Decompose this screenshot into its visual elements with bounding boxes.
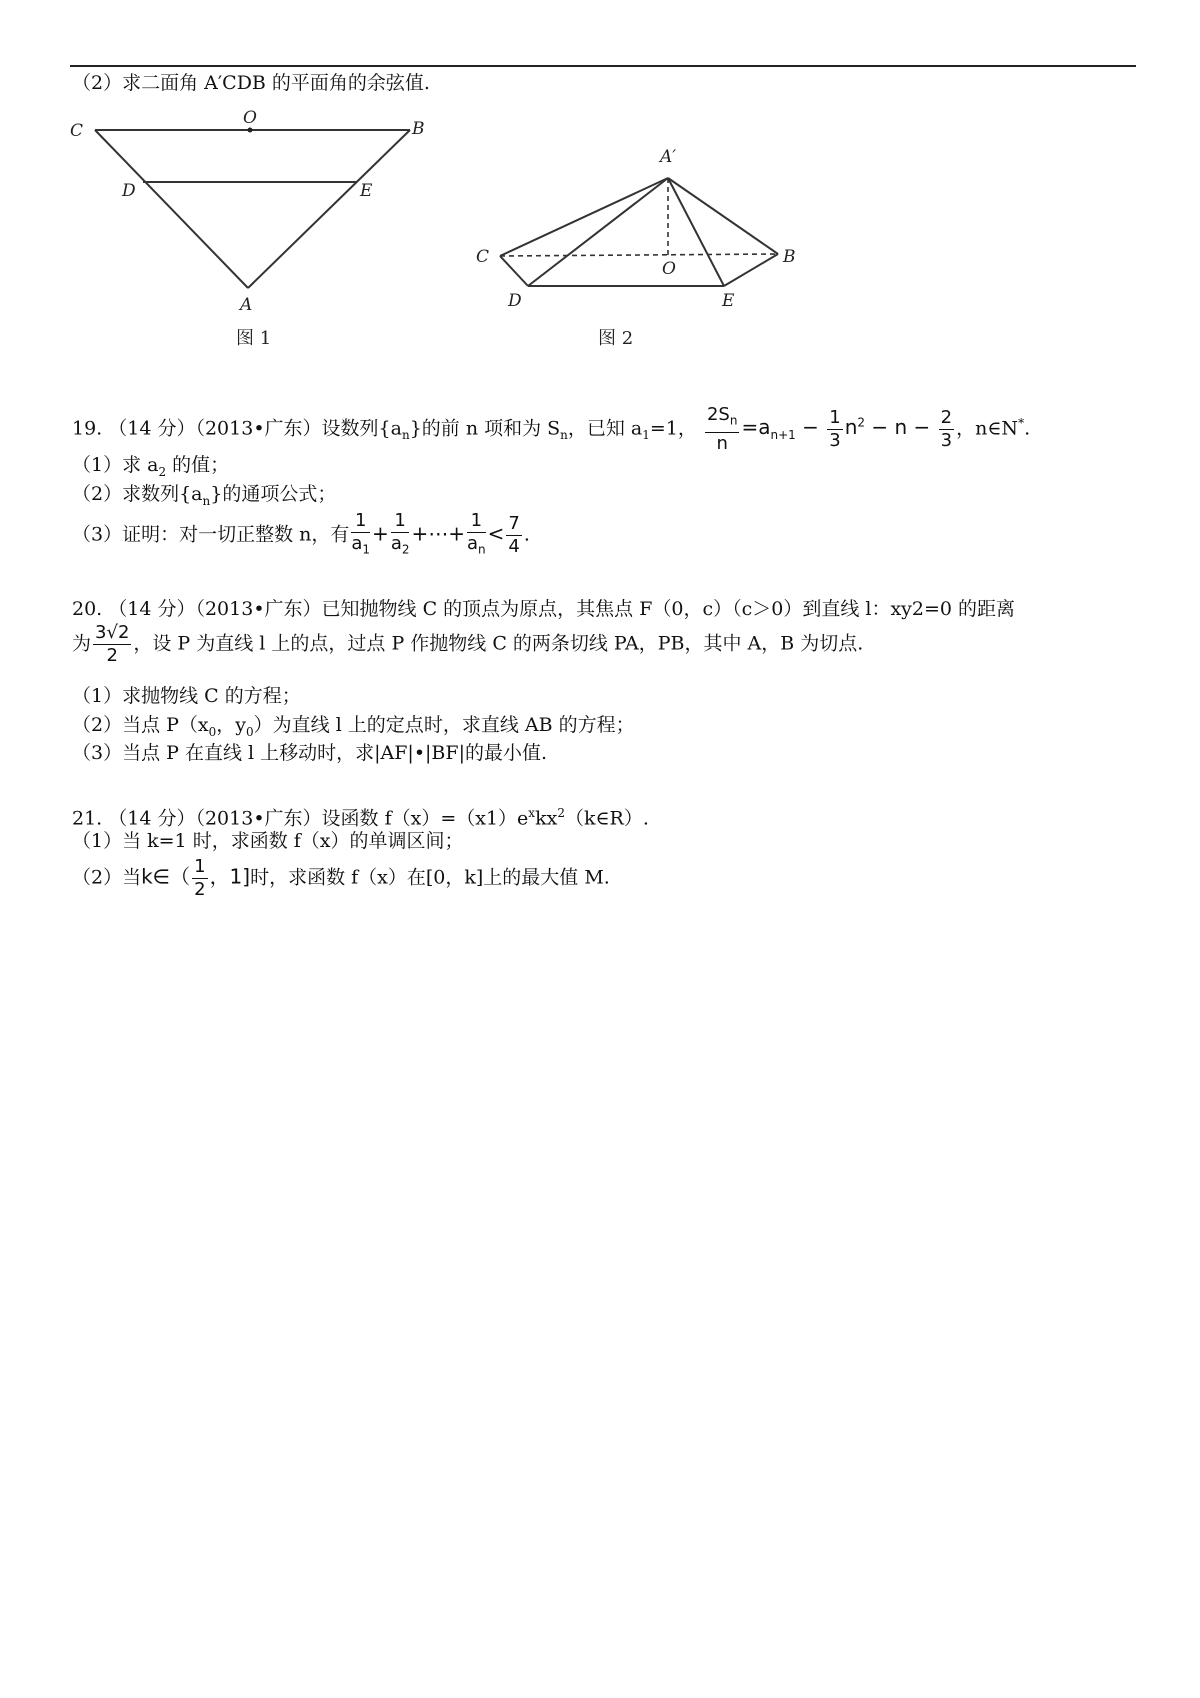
- q20-part1: （1）求抛物线 C 的方程；: [72, 685, 301, 707]
- fig2-edge-eb: [724, 254, 778, 286]
- fig2-caption: 图 2: [598, 328, 634, 349]
- figure-2: [470, 140, 840, 350]
- fig2-edge-ae: [668, 178, 724, 286]
- fig2-label-d: D: [508, 291, 522, 311]
- fig1-label-a: A: [240, 295, 253, 315]
- q19-part2: （2）求数列$\{a_n\}$的通项公式；: [72, 483, 337, 508]
- q20-frac-3root2-2: $\frac{3√2}{2}$: [95, 622, 130, 666]
- q18-part2: （2）求二面角 A′CDB 的平面角的余弦值.: [72, 72, 430, 94]
- fig1-edge-ba: [248, 130, 410, 288]
- q19-part1: （1）求 $a_2$ 的值；: [72, 454, 230, 479]
- fig2-edge-ab: [668, 178, 778, 254]
- q19-stem: 19. （14 分）（2013•广东）设数列$\{a_n\}$的前 n 项和为 $S_n$，已知 $a_1=1$， $\frac{2S_n}{n}$ $=a_{n+1}$ − $\frac{1}{3}$ $n^2 - n$ − $\frac{2}{3}$ ，n∈N*.: [72, 404, 1031, 454]
- q19-frac-1-3: $\frac{1}{3}$: [829, 406, 841, 451]
- q21-stem: 21. （14 分）（2013•广东）设函数 $f(x)=(x1)e^xkx^2(k\in R)$.: [72, 806, 649, 830]
- fig2-label-o: O: [662, 259, 676, 279]
- q21-frac-1-2: $\frac{1}{2}$: [194, 856, 206, 900]
- fig2-edge-cb-dashed: [500, 254, 778, 256]
- fig2-label-a-prime: A′: [660, 147, 677, 167]
- q19-frac-7-4: $\frac{7}{4}$: [508, 512, 520, 557]
- fig2-edge-ac: [500, 178, 668, 256]
- fig1-label-d: D: [122, 181, 136, 201]
- fig2-label-c: C: [476, 247, 490, 267]
- q19-frac-1-a2: $\frac{1}{a_2}$: [390, 510, 410, 557]
- fig2-label-b: B: [783, 247, 796, 267]
- fig1-label-b: B: [412, 119, 425, 139]
- header-rule: [70, 65, 1136, 67]
- fig1-label-o: O: [243, 108, 257, 128]
- fig1-edge-ca: [95, 130, 248, 288]
- fig1-label-c: C: [70, 121, 84, 141]
- fig2-label-e: E: [722, 291, 735, 311]
- q20-stem-line1: 20. （14 分）（2013•广东）已知抛物线 C 的顶点为原点，其焦点 F（0，c）（c＞0）到直线 l：xy2=0 的距离: [72, 598, 1016, 620]
- q19-frac-2-3: $\frac{2}{3}$: [940, 406, 953, 451]
- fig1-caption: 图 1: [236, 328, 272, 349]
- q20-stem-line2: 为 $\frac{3√2}{2}$ ，设 P 为直线 l 上的点，过点 P 作抛物线 C 的两条切线 PA，PB，其中 A，B 为切点.: [72, 622, 864, 666]
- q20-part2: （2）当点 $P(x_0$，$y_0$）为直线 l 上的定点时，求直线 AB 的方程；: [72, 714, 635, 739]
- q19-part3: （3）证明：对一切正整数 n，有 $\frac{1}{a_1}$ + $\frac{1}{a_2}$ +⋯+ $\frac{1}{a_n}$ < $\frac{7}{4}$ .: [72, 510, 530, 561]
- q19-frac-1-an: $\frac{1}{a_n}$: [467, 510, 486, 557]
- fig1-label-e: E: [360, 181, 373, 201]
- fig1-point-o: [248, 128, 253, 133]
- q21-part1: （1）当 k=1 时，求函数 f（x）的单调区间；: [72, 830, 464, 852]
- q20-part3: （3）当点 P 在直线 l 上移动时，求|AF|•|BF|的最小值.: [72, 742, 548, 764]
- q19-frac-1-a1: $\frac{1}{a_1}$: [351, 510, 371, 557]
- fig2-edge-cd: [500, 256, 528, 286]
- q19-formula-lhs: $\frac{2S_n}{n}$: [706, 404, 738, 454]
- q21-part2: （2）当k∈（ $\frac{1}{2}$ ，1]时，求函数 f（x）在[0，k]上的最大值 M.: [72, 856, 610, 900]
- figure-1: [70, 108, 450, 358]
- fig2-edge-ad: [528, 178, 668, 286]
